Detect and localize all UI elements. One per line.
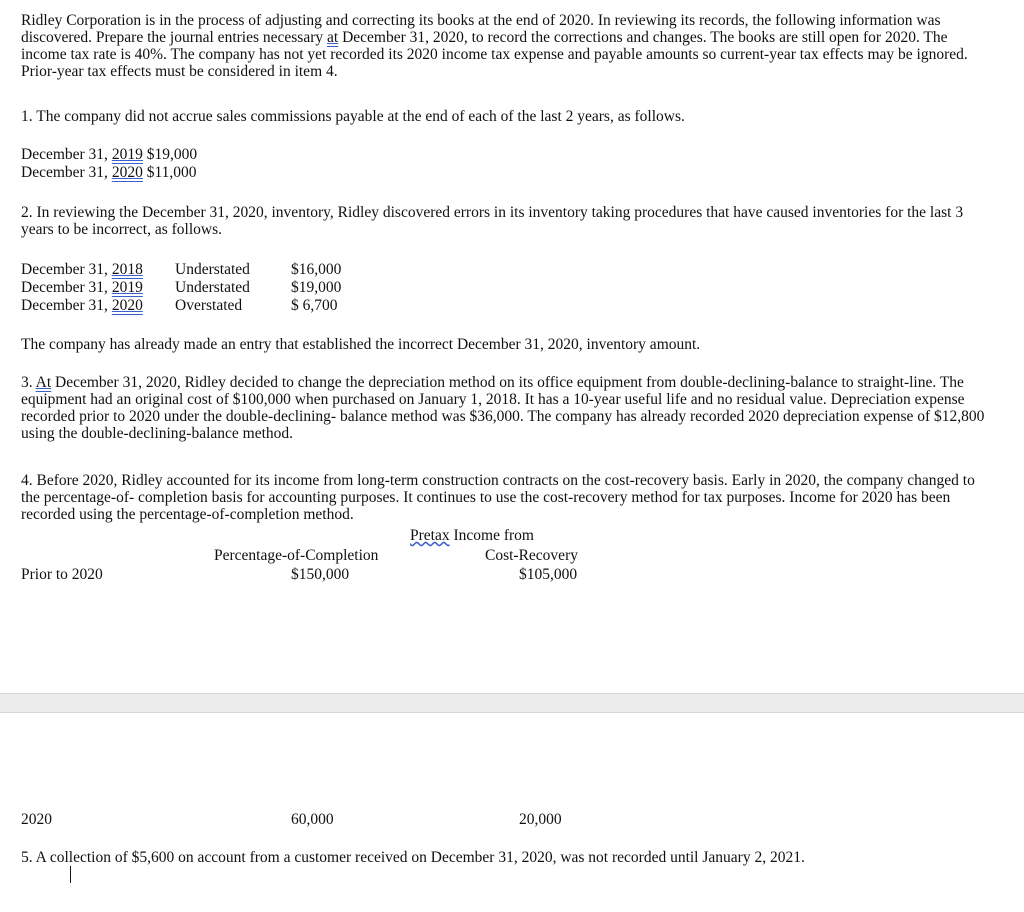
pretax-income-header: Pretax Income from: [410, 527, 534, 544]
intro-text-1: Ridley Corporation is in the process of adjusting and correcting its books at the end of 2020. In reviewing its records, the following information was discovered. Prepare the journal entries necessary: [21, 12, 941, 46]
intro-paragraph: [21, 12, 996, 80]
text-cursor: [70, 866, 71, 883]
item3-at: At: [35, 374, 52, 391]
inv-date-2020: December 31, 2020: [21, 297, 143, 314]
item5-text: 5. A collection of $5,600 on account from a customer received on December 31, 2020, was not recorded until January 2, 2021.: [21, 849, 805, 866]
intro-text-2: December 31, 2020, to record the corrections and changes. The books are still open for 2020. The income tax rate is 40%. The company has not yet recorded its 2020 income tax expense and payable amounts so current-year tax effects may be ignored. Prior-year tax effects must be considered in item 4.: [21, 29, 968, 80]
item1-year-2019: 2019: [111, 146, 143, 163]
inv-status-2019: Understated: [175, 279, 250, 296]
poc-2020: 60,000: [291, 811, 334, 828]
intro-at: at: [327, 29, 339, 46]
item1-row-2020: December 31, 2020 $11,000: [21, 164, 197, 181]
item2-note: The company has already made an entry that established the incorrect December 31, 2020, inventory amount.: [21, 336, 701, 353]
cr-header: Cost-Recovery: [485, 547, 578, 564]
poc-prior: $150,000: [291, 566, 350, 583]
inv-date-2018: December 31, 2018: [21, 261, 143, 278]
inv-status-2018: Understated: [175, 261, 250, 278]
row-label-2020: 2020: [21, 811, 52, 828]
inv-amount-2020: $ 6,700: [291, 297, 338, 314]
row-label-prior: Prior to 2020: [21, 566, 103, 583]
item1-text: 1. The company did not accrue sales commissions payable at the end of each of the last 2 years, as follows.: [21, 108, 685, 125]
item2-text: 2. In reviewing the December 31, 2020, inventory, Ridley discovered errors in its inventory taking procedures that have caused inventories for the last 3 years to be incorrect, as follows.: [21, 204, 964, 238]
poc-header: Percentage-of-Completion: [214, 547, 379, 564]
inv-amount-2018: $16,000: [291, 261, 342, 278]
cr-prior: $105,000: [519, 566, 578, 583]
item4-text: 4. Before 2020, Ridley accounted for its income from long-term construction contracts on the cost-recovery basis. Early in 2020, the company changed to the percentage-of- completion basis for accounting purposes. It continues to use the cost-recovery method for tax purposes. Income for 2020 has been recorded using the percentage-of-completion method.: [21, 472, 975, 523]
pretax-word: Pretax: [410, 527, 450, 544]
inv-date-2019: December 31, 2019: [21, 279, 143, 296]
cr-2020: 20,000: [519, 811, 562, 828]
item1-row-2019: December 31, 2019 $19,000: [21, 146, 198, 163]
inv-status-2020: Overstated: [175, 297, 243, 314]
inv-amount-2019: $19,000: [291, 279, 342, 296]
page-break: [0, 693, 1024, 713]
item1-year-2020: 2020: [111, 164, 143, 181]
item3-text: 3. At December 31, 2020, Ridley decided to change the depreciation method on its office equipment from double-declining-balance to straight-line. The equipment had an original cost of $100,000 when purchased on January 1, 2018. It has a 10-year useful life and no residual value. Depreciation expense recorded prior to 2020 under the double-declining- balance method was $36,000. The company has already recorded 2020 depreciation expense of $12,800 using the double-declining-balance method.: [21, 374, 985, 442]
